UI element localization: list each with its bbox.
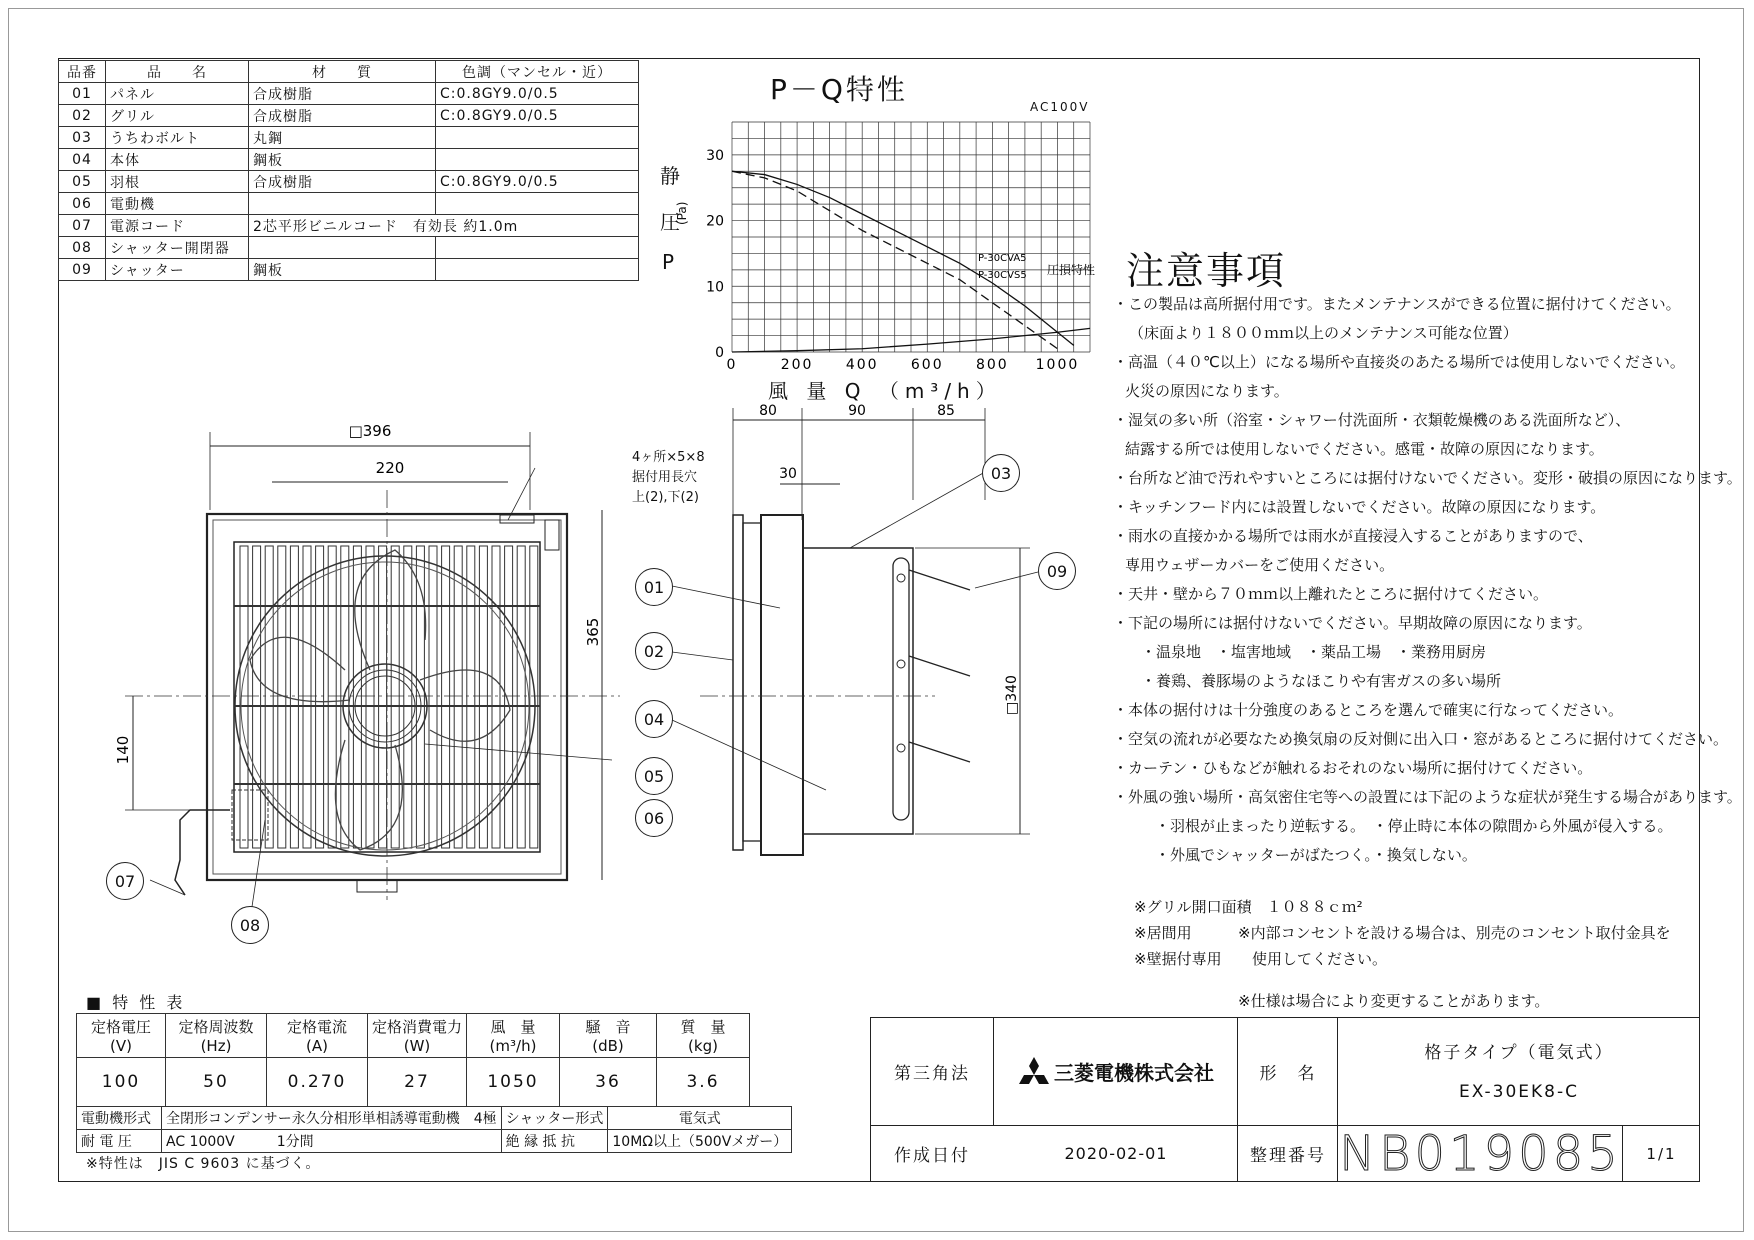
- company-name: 三菱電機株式会社: [1054, 1060, 1214, 1085]
- pq-ylabel-char: 静: [660, 164, 680, 188]
- grill-bar: [253, 546, 261, 848]
- callout-09: 09: [1038, 552, 1076, 590]
- table-row: [59, 171, 639, 193]
- grill-bar: [467, 546, 475, 848]
- table-row: [59, 127, 639, 149]
- table-row: [59, 105, 639, 127]
- table-row: [77, 1107, 792, 1130]
- note-line: ・羽根が止まったり逆転する。 ・停止時に本体の隙間から外風が侵入する。: [1155, 817, 1673, 835]
- pq-ylabel-char: P: [662, 250, 675, 274]
- parts-header-row: [59, 61, 639, 83]
- grill-bar: [265, 546, 273, 848]
- part-material: 2芯平形ビニルコード 有効長 約1.0m: [249, 215, 639, 237]
- part-color: C:0.8GY9.0/0.5: [436, 171, 639, 193]
- spec-table-motor: [76, 1106, 792, 1153]
- spec-header: 定格周波数 (Hz): [166, 1014, 267, 1058]
- grill-bar: [341, 546, 349, 848]
- x-tick-label: 0: [726, 357, 738, 373]
- part-name: グリル: [106, 105, 249, 127]
- part-name: シャッター: [106, 259, 249, 281]
- part-material: 鋼板: [249, 149, 436, 171]
- table-row: [59, 149, 639, 171]
- grill-bar: [530, 546, 538, 848]
- table-row: [59, 215, 639, 237]
- spec-header-row: [77, 1014, 750, 1058]
- table-row: [59, 259, 639, 281]
- dim-80: 80: [759, 403, 777, 419]
- spec-value: 1050: [467, 1058, 560, 1107]
- parts-header: 品番: [59, 61, 106, 83]
- part-name: パネル: [106, 83, 249, 105]
- note-line: ・養鶏、養豚場のようなほこりや有害ガスの多い場所: [1141, 672, 1502, 690]
- note-line: ・空気の流れが必要なため換気扇の反対側に出入口・窓があるところに据付けてください。: [1113, 730, 1729, 748]
- dim-365: 365: [584, 617, 602, 647]
- part-material: 合成樹脂: [249, 83, 436, 105]
- insulation-label: 絶 縁 抵 抗: [501, 1130, 608, 1153]
- part-number: 06: [59, 193, 106, 215]
- dim-85: 85: [937, 403, 955, 419]
- note-line: ・下記の場所には据付けないでください。早期故障の原因になります。: [1113, 614, 1592, 632]
- note-line: ・台所など油で汚れやすいところには据付けないでください。変形・破損の原因になります。: [1113, 469, 1742, 487]
- table-row: [59, 83, 639, 105]
- hole-note: [632, 448, 705, 508]
- table-row: [77, 1130, 792, 1153]
- grill-bar: [328, 546, 336, 848]
- part-number: 09: [59, 259, 106, 281]
- callout-06: 06: [635, 799, 673, 837]
- spec-value: 36: [560, 1058, 657, 1107]
- spec-header: 定格電圧 (V): [77, 1014, 166, 1058]
- model-number: EX-30EK8-C: [1458, 1082, 1580, 1102]
- grill-bar: [454, 546, 462, 848]
- part-number: 03: [59, 127, 106, 149]
- pq-chart-svg: [600, 100, 1120, 380]
- hole-note-line: 据付用長穴: [632, 470, 698, 485]
- technical-drawing: [0, 380, 1110, 950]
- callout-08: 08: [231, 906, 269, 944]
- model-type: 格子タイプ（電気式）: [1424, 1042, 1614, 1063]
- part-material: [249, 237, 436, 259]
- dim-340: □340: [1004, 675, 1020, 715]
- parts-header: 品 名: [106, 61, 249, 83]
- parts-header: 材 質: [249, 61, 436, 83]
- part-name: うちわボルト: [106, 127, 249, 149]
- curve-label: P-30CVS5: [978, 270, 1027, 281]
- x-tick-label: 600: [910, 357, 944, 373]
- grill-bar: [416, 546, 424, 848]
- outlet-note: 使用してください。: [1252, 950, 1388, 968]
- motor-label: 電動機形式: [77, 1107, 162, 1130]
- spec-value: 0.270: [267, 1058, 368, 1107]
- insulation-value: 10MΩ以上（500Vメガー）: [608, 1130, 792, 1153]
- x-tick-label: 200: [780, 357, 814, 373]
- part-material: 丸鋼: [249, 127, 436, 149]
- dim-90: 90: [848, 403, 866, 419]
- curve-label: P-30CVA5: [978, 253, 1027, 264]
- pq-chart-title: P－Q特性: [770, 73, 908, 106]
- spec-header: 定格電流 (A): [267, 1014, 368, 1058]
- note-line: ・雨水の直接かかる場所では雨水が直接浸入することがありますので、: [1113, 527, 1593, 545]
- callout-02: 02: [635, 632, 673, 670]
- callout-07: 07: [106, 862, 144, 900]
- grill-bar: [379, 546, 387, 848]
- withstand-value: AC 1000V 1分間: [162, 1130, 502, 1153]
- projection-label: 第三角法: [894, 1063, 970, 1084]
- note-line: （床面より１８００ｍｍ以上のメンテナンス可能な位置）: [1129, 324, 1518, 342]
- note-line: ・キッチンフード内には設置しないでください。故障の原因になります。: [1113, 498, 1606, 516]
- part-name: 本体: [106, 149, 249, 171]
- callout-04: 04: [635, 700, 673, 738]
- grill-bar: [303, 546, 311, 848]
- spec-value: 50: [166, 1058, 267, 1107]
- grill-bar: [442, 546, 450, 848]
- model-label: 形 名: [1259, 1063, 1317, 1084]
- note-line: ・高温（４０℃以上）になる場所や直接炎のあたる場所では使用しないでください。: [1113, 353, 1685, 371]
- grill-bar: [505, 546, 513, 848]
- grill-bar: [404, 546, 412, 848]
- spec-value-row: [77, 1058, 750, 1107]
- note-line: ・外風の強い場所・高気密住宅等への設置には下記のような症状が発生する場合があります。: [1113, 788, 1742, 806]
- part-number: 02: [59, 105, 106, 127]
- pq-xlabel: 風 量 Q （m³/h）: [768, 379, 1002, 403]
- date-label: 作成日付: [894, 1146, 970, 1166]
- creation-date: 2020-02-01: [1064, 1144, 1168, 1163]
- part-material: 合成樹脂: [249, 105, 436, 127]
- callout-01: 01: [635, 568, 673, 606]
- hole-note-line: 上(2),下(2): [632, 490, 699, 505]
- part-name: 電動機: [106, 193, 249, 215]
- part-material: 鋼板: [249, 259, 436, 281]
- part-number: 01: [59, 83, 106, 105]
- page-number: 1/1: [1646, 1144, 1677, 1163]
- outlet-note: ※内部コンセントを設ける場合は、別売のコンセント取付金具を: [1238, 924, 1671, 942]
- spec-header: 風 量 (m³/h): [467, 1014, 560, 1058]
- part-number: 04: [59, 149, 106, 171]
- pq-voltage-label: AC100V: [1030, 100, 1090, 114]
- part-number: 08: [59, 237, 106, 259]
- note-line: ・温泉地 ・塩害地域 ・薬品工場 ・業務用厨房: [1141, 643, 1487, 661]
- residential-note: ※居間用: [1134, 924, 1192, 942]
- ref-number: NB019085: [1339, 1125, 1622, 1182]
- grill-area-note: ※グリル開口面積 １０８８ｃｍ²: [1134, 898, 1363, 916]
- dim-30: 30: [779, 466, 797, 482]
- x-tick-label: 800: [975, 357, 1009, 373]
- spec-header: 質 量 (kg): [657, 1014, 750, 1058]
- spec-table-title: ■ 特 性 表: [86, 993, 186, 1012]
- spec-table: [76, 1013, 750, 1107]
- y-tick-label: 30: [706, 147, 724, 164]
- spec-value: 27: [368, 1058, 467, 1107]
- part-name: 電源コード: [106, 215, 249, 237]
- grill-bar: [366, 546, 374, 848]
- loss-curve-label: 圧損特性: [1047, 263, 1096, 277]
- parts-table: [58, 60, 639, 281]
- part-name: 羽根: [106, 171, 249, 193]
- part-color: C:0.8GY9.0/0.5: [436, 105, 639, 127]
- note-line: ・天井・壁から７０ｍｍ以上離れたところに据付けてください。: [1113, 585, 1549, 603]
- table-row: [59, 193, 639, 215]
- dim-396: □396: [348, 422, 392, 440]
- part-number: 05: [59, 171, 106, 193]
- notes-list: [1113, 290, 1742, 870]
- shutter-value: 電気式: [608, 1107, 792, 1130]
- x-tick-label: 1000: [1035, 357, 1080, 373]
- spec-value: 3.6: [657, 1058, 750, 1107]
- table-row: [59, 237, 639, 259]
- mitsubishi-logo-icon: [1018, 1056, 1050, 1086]
- spec-value: 100: [77, 1058, 166, 1107]
- note-line: ・外風でシャッターがばたつく。・換気しない。: [1155, 846, 1477, 864]
- pq-ylabel-char: 圧: [660, 210, 680, 234]
- note-line: ・この製品は高所据付用です。またメンテナンスができる位置に据付けてください。: [1113, 295, 1681, 313]
- callout-03: 03: [982, 454, 1020, 492]
- part-number: 07: [59, 215, 106, 237]
- grill-bar: [517, 546, 525, 848]
- spec-footnote: ※特性は JIS C 9603 に基づく。: [86, 1156, 321, 1172]
- note-line: 結露する所では使用しないでください。感電・故障の原因になります。: [1125, 440, 1604, 458]
- spec-header: 騒 音 (dB): [560, 1014, 657, 1058]
- y-tick-label: 10: [706, 279, 724, 296]
- motor-value: 全閉形コンデンサー永久分相形単相誘導電動機 4極: [162, 1107, 502, 1130]
- grill-bar: [391, 546, 399, 848]
- part-material: 合成樹脂: [249, 171, 436, 193]
- wall-mount-note: ※壁据付専用: [1134, 950, 1222, 968]
- y-tick-label: 0: [715, 345, 724, 361]
- note-line: 火災の原因になります。: [1125, 382, 1289, 400]
- spec-header: 定格消費電力 (W): [368, 1014, 467, 1058]
- withstand-label: 耐 電 圧: [77, 1130, 162, 1153]
- part-material: [249, 193, 436, 215]
- grill-bar: [429, 546, 437, 848]
- pq-ylabel-unit: (Pa): [675, 201, 689, 225]
- part-name: シャッター開閉器: [106, 237, 249, 259]
- y-tick-label: 20: [706, 213, 724, 230]
- front-view: [114, 422, 620, 920]
- company-logo: [994, 1017, 1238, 1125]
- note-line: 専用ウェザーカバーをご使用ください。: [1125, 556, 1395, 574]
- ref-label: 整理番号: [1250, 1146, 1326, 1166]
- note-line: ・カーテン・ひもなどが触れるおそれのない場所に据付けてください。: [1113, 759, 1593, 777]
- parts-header: 色調（マンセル・近）: [436, 61, 639, 83]
- spec-change-note: ※仕様は場合により変更することがあります。: [1238, 992, 1550, 1010]
- note-line: ・本体の据付けは十分強度のあるところを選んで確実に行なってください。: [1113, 701, 1624, 719]
- shutter-label: シャッター形式: [501, 1107, 608, 1130]
- part-color: C:0.8GY9.0/0.5: [436, 83, 639, 105]
- grill-bar: [316, 546, 324, 848]
- notes-title: 注意事項: [1126, 249, 1287, 293]
- dim-140: 140: [114, 735, 132, 765]
- hole-note-line: 4ヶ所×5×8: [632, 450, 705, 465]
- callout-05: 05: [635, 757, 673, 795]
- dim-220: 220: [375, 459, 405, 477]
- note-line: ・湿気の多い所（浴室・シャワー付洗面所・衣類乾燥機のある洗面所など）、: [1113, 411, 1631, 429]
- x-tick-label: 400: [845, 357, 879, 373]
